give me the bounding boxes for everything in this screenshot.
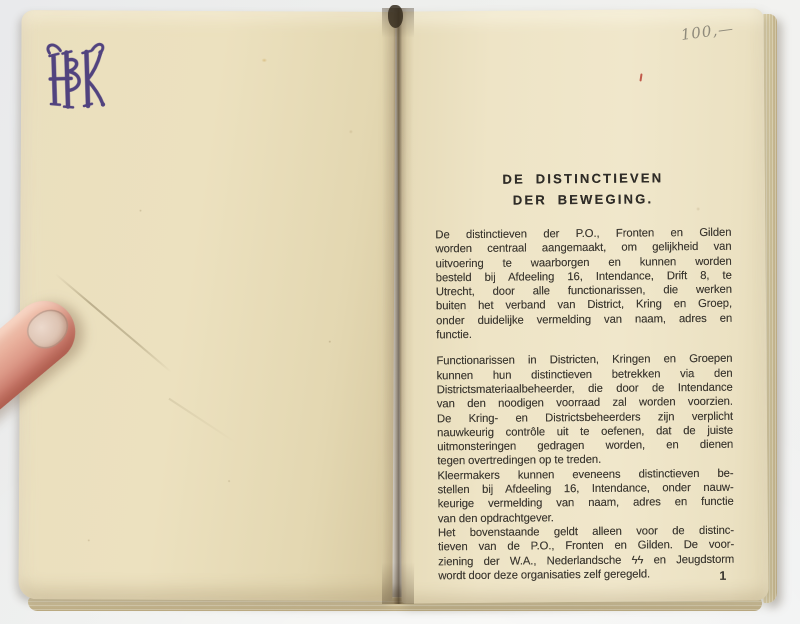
page-crease — [169, 398, 237, 443]
text-line: Kleermakers kunnen eveneens distinctieven be- — [437, 467, 734, 483]
title-line: DE DISTINCTIEVEN — [502, 170, 664, 187]
text-line: Districtsmateriaalbeheerder, die door de Intendance — [436, 381, 733, 397]
text-line: stellen bij Afdeeling 16, Intendance, onder nauw- — [437, 481, 734, 497]
text-line: van den noodigen voorraad zal worden voorzien. — [436, 395, 733, 411]
text-line: worden centraal aangemaakt, om gelijkheid van — [435, 240, 732, 256]
text-line: van den opdrachtgever. — [437, 511, 554, 525]
text-line: functie. — [436, 329, 472, 342]
text-line: De Kring- en Districtsbeheerders zijn verplicht — [436, 410, 734, 425]
text-line: keurige vermelding van naam, adres en functie — [437, 496, 734, 511]
text-line: Utrecht, door alle functionarissen, die werken — [435, 283, 732, 299]
left-page — [18, 10, 395, 601]
text-line: buiten het verband van District, Kring en Groep, — [435, 298, 733, 313]
text-line: Het bovenstaande geldt alleen voor de distinc- — [437, 524, 735, 540]
text-line: wordt door deze organisaties zelf geregeld. — [438, 568, 651, 583]
text-line: besteld bij Afdeeling 16, Intendance, Drift 8, te — [435, 269, 732, 285]
text-line: Functionarissen in Districten, Kringen en Groepen — [436, 353, 733, 368]
text-line: ziening der W.A., Nederlandsche ϟϟ en Jeugdstorm — [438, 553, 735, 568]
text-line: onder duidelijke vermelding van naam, adres en — [436, 312, 733, 328]
spine-chip — [388, 5, 403, 28]
text-line: tegen overtredingen op te treden. — [437, 454, 602, 468]
paragraph — [435, 226, 732, 343]
text-line: tieven van de P.O., Fronten en Gilden. De voor- — [438, 538, 735, 554]
handwritten-price-note: 100,— — [679, 19, 736, 44]
text-line: nauwkeurig contrôle uit te oefenen, dat de juiste — [437, 424, 734, 440]
right-page — [396, 8, 768, 603]
text-line: uitvoering te waarborgen en kunnen worden — [435, 255, 732, 270]
page-number: 1 — [719, 568, 727, 583]
text-line: De distinctieven der P.O., Fronten en Gilden — [435, 226, 732, 242]
text-line: kunnen hun distinctieven betrekken via den — [436, 367, 733, 382]
monogram-stamp-icon — [40, 37, 108, 119]
paragraph — [436, 352, 734, 583]
page-text — [435, 167, 735, 584]
red-ink-speck — [639, 73, 642, 81]
title-line: DER BEWEGING. — [512, 191, 654, 208]
page-title — [435, 167, 731, 212]
text-line: uitmonsteringen gedragen worden, en dienen — [437, 438, 734, 454]
